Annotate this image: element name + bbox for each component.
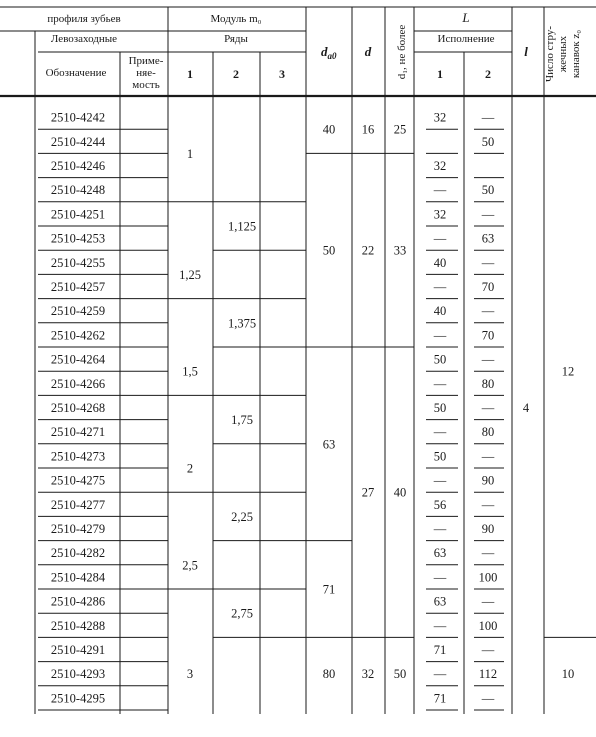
L-exec1-cell: — [433,473,447,488]
code-cell: 2510-4271 [50,425,106,440]
header-rows: Ряды [224,33,248,45]
da0-cell: 40 [322,122,336,137]
code-cell: 2510-4284 [50,570,106,585]
L-exec1-cell: — [433,328,447,343]
L-exec2-cell: — [481,304,495,319]
code-cell: 2510-4244 [50,134,106,149]
da0-cell: 80 [322,667,336,682]
L-exec1-cell: 40 [433,255,447,270]
module-row2-cell: 1,125 [227,219,257,234]
header-row-1: 1 [187,67,193,81]
header-applicability-1: Приме- [128,55,164,67]
header-profile: профиля зубьев [47,13,121,25]
code-cell: 2510-4266 [50,376,106,391]
code-cell: 2510-4259 [50,304,106,319]
code-cell: 2510-4277 [50,497,106,512]
da0-cell: 71 [322,582,336,597]
code-cell: 2510-4295 [50,691,106,706]
header-exec-2: 2 [485,67,491,81]
code-cell: 2510-4286 [50,594,106,609]
header-exec-1: 1 [437,67,443,81]
d-cell: 16 [361,122,375,137]
code-cell: 2510-4273 [50,449,106,464]
L-exec2-cell: 63 [481,231,495,246]
code-cell: 2510-4293 [50,667,106,682]
L-exec1-cell: — [433,522,447,536]
L-exec2-cell: 90 [481,473,495,488]
L-exec2-cell: — [481,352,495,367]
L-exec1-cell: 50 [433,449,447,464]
code-cell: 2510-4248 [50,183,106,198]
L-exec1-cell: 63 [433,594,447,609]
L-exec2-cell: — [481,401,495,415]
L-exec2-cell: 50 [481,183,495,198]
code-cell: 2510-4253 [50,231,106,246]
module-row1-cell: 2 [186,461,194,476]
header-grooves-1: Число стру- [544,26,556,82]
code-cell: 2510-4291 [50,643,106,657]
L-exec1-cell: — [433,570,447,585]
code-cell: 2510-4288 [50,618,106,633]
header-L: L [462,10,470,25]
L-exec1-cell: 71 [433,691,447,706]
L-exec2-cell: — [481,110,495,125]
header-module: Модуль m₀ [210,13,262,25]
L-exec1-cell: 32 [433,207,447,222]
L-exec2-cell: 100 [478,570,498,585]
L-exec1-cell: — [433,618,447,633]
L-exec1-cell: 40 [433,304,447,319]
code-cell: 2510-4282 [50,546,106,561]
code-cell: 2510-4251 [50,207,106,222]
d-cell: 22 [361,243,375,258]
L-exec1-cell: 32 [433,110,447,125]
module-row1-cell: 1 [186,146,194,161]
L-exec1-cell: 63 [433,546,447,561]
header-execution: Исполнение [437,33,495,45]
module-row2-cell: 2,75 [231,606,253,621]
L-exec1-cell: 32 [433,159,447,173]
code-cell: 2510-4242 [50,110,106,125]
header-left-hand: Левозаходные [50,33,118,45]
L-exec1-cell: 71 [433,643,447,657]
code-cell: 2510-4262 [50,328,106,343]
da0-cell: 63 [322,437,336,452]
L-exec2-cell: — [481,643,495,657]
L-exec2-cell: — [481,207,495,222]
z0-cell: 10 [561,667,575,682]
d1-cell: 33 [393,243,407,258]
module-row1-cell: 1,25 [179,267,201,282]
table-body [51,111,574,706]
z0-cell: 12 [561,364,575,379]
module-row1-cell: 3 [186,667,194,682]
L-exec1-cell: — [433,667,447,682]
header-designation: Обозначение [45,67,107,79]
module-row1-cell: 2,5 [182,558,198,573]
L-exec1-cell: 50 [433,401,447,415]
L-exec2-cell: 50 [481,134,495,149]
module-row2-cell: 1,75 [231,413,253,428]
d1-cell: 50 [393,667,407,682]
code-cell: 2510-4246 [50,159,106,173]
d-cell: 27 [361,485,375,500]
L-exec1-cell: — [433,231,447,246]
L-exec2-cell: — [481,546,495,561]
code-cell: 2510-4255 [50,255,106,270]
L-exec1-cell: 56 [433,497,447,512]
module-row1-cell: 1,5 [182,364,198,379]
L-exec1-cell: — [433,183,447,198]
L-exec2-cell: 100 [478,618,498,633]
code-cell: 2510-4257 [50,280,106,294]
code-cell: 2510-4275 [50,473,106,488]
L-exec2-cell: 112 [478,667,498,682]
L-exec2-cell: 90 [481,522,495,536]
L-exec2-cell: — [481,594,495,609]
L-exec2-cell: — [481,691,495,706]
L-exec2-cell: — [481,255,495,270]
L-exec1-cell: — [433,425,447,440]
L-exec2-cell: 80 [481,425,495,440]
header-applicability-3: мость [132,79,160,91]
header-applicability-2: няе- [136,67,156,79]
code-cell: 2510-4279 [50,522,106,536]
module-row2-cell: 2,25 [231,509,253,524]
da0-cell: 50 [322,243,336,258]
L-exec2-cell: — [481,449,495,464]
L-exec2-cell: 70 [481,328,495,343]
L-exec2-cell: 80 [481,376,495,391]
code-cell: 2510-4264 [50,352,106,367]
header-d1: d₁, не более [396,24,408,80]
header-row-2: 2 [233,67,239,81]
L-exec1-cell: 50 [433,352,447,367]
L-exec1-cell: — [433,280,447,294]
header-da0: $d_{a0}$ [321,44,337,61]
d1-cell: 25 [393,122,407,137]
header-da0-sub: a0 [327,51,337,61]
L-exec2-cell: 70 [481,280,495,294]
header-grooves-2: жечных [557,35,569,73]
module-row2-cell: 1,375 [227,316,257,331]
d1-cell: 40 [393,485,407,500]
header-d: d [364,44,372,59]
table-header [46,10,582,91]
code-cell: 2510-4268 [50,401,106,415]
header-grooves-3: канавок z₀ [570,29,582,79]
header-row-3: 3 [279,67,285,81]
l-cell: 4 [522,401,530,415]
d-cell: 32 [361,667,375,682]
header-l: l [524,44,528,59]
L-exec1-cell: — [433,376,447,391]
L-exec2-cell: — [481,497,495,512]
